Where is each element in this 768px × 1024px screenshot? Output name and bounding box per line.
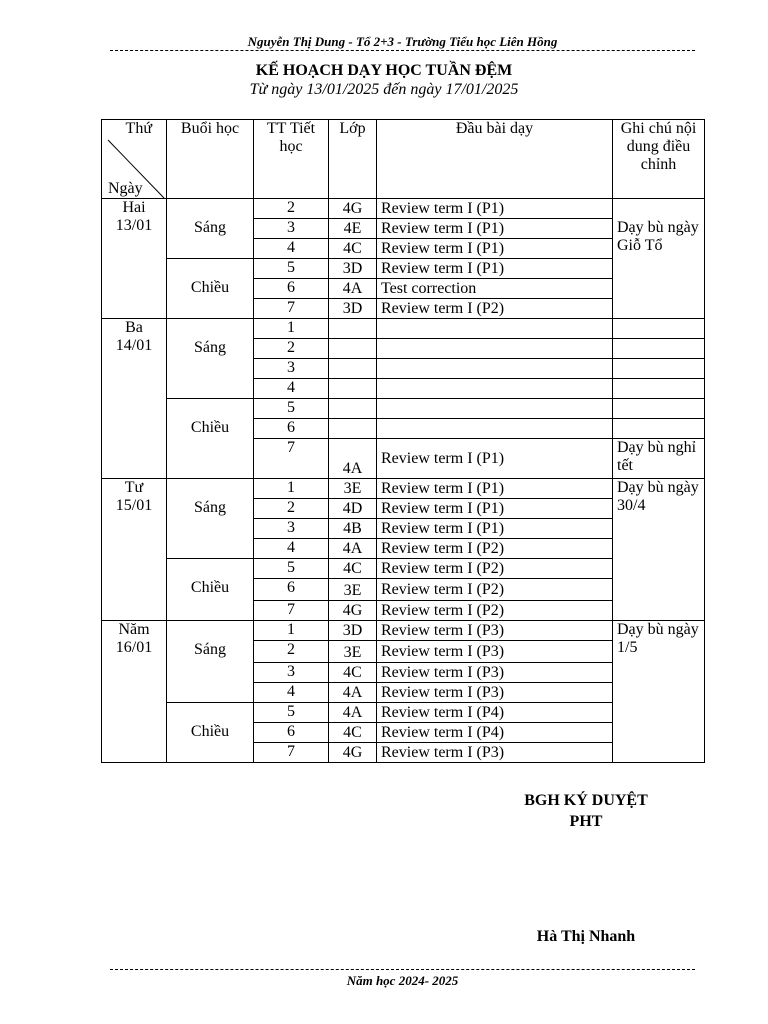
- day-cell: Ba 14/01: [102, 319, 167, 479]
- table-row: [102, 199, 705, 219]
- lesson-cell: Review term I (P3): [377, 683, 613, 703]
- lesson-cell: Review term I (P1): [377, 439, 613, 479]
- period-number: 6: [254, 419, 329, 439]
- note-cell: [613, 419, 705, 439]
- class-cell: 3D: [329, 299, 377, 319]
- session-cell: Sáng: [167, 319, 254, 399]
- class-cell: 3E: [329, 641, 377, 663]
- period-number: 7: [254, 439, 329, 479]
- class-cell: [329, 359, 377, 379]
- session-cell: Sáng: [167, 479, 254, 559]
- note-cell: [613, 339, 705, 359]
- lesson-cell: Review term I (P2): [377, 539, 613, 559]
- table-row: [102, 399, 705, 419]
- note-cell: [613, 359, 705, 379]
- table-row: [102, 319, 705, 339]
- class-cell: 3E: [329, 479, 377, 499]
- header-class: Lớp: [329, 120, 377, 199]
- class-cell: 4D: [329, 499, 377, 519]
- approval-title: BGH KÝ DUYỆT: [524, 792, 648, 809]
- lesson-cell: Review term I (P3): [377, 743, 613, 763]
- period-number: 2: [254, 339, 329, 359]
- lesson-cell: [377, 379, 613, 399]
- table-row: [102, 479, 705, 499]
- class-cell: [329, 399, 377, 419]
- lesson-cell: Review term I (P2): [377, 579, 613, 601]
- note-cell: [613, 319, 705, 339]
- schedule-body: [102, 199, 705, 763]
- lesson-cell: Review term I (P1): [377, 219, 613, 239]
- period-number: 3: [254, 219, 329, 239]
- class-cell: [329, 419, 377, 439]
- class-cell: 4E: [329, 219, 377, 239]
- schedule-table: [101, 119, 705, 763]
- page-header: Nguyễn Thị Dung - Tổ 2+3 - Trường Tiểu học Liên Hồng: [247, 34, 558, 49]
- header-thu: Thứ: [125, 120, 152, 137]
- day-cell: Hai 13/01: [102, 199, 167, 319]
- lesson-cell: Review term I (P3): [377, 663, 613, 683]
- period-number: 3: [254, 663, 329, 683]
- period-number: 6: [254, 579, 329, 601]
- approval-role: PHT: [569, 813, 603, 830]
- lesson-cell: [377, 359, 613, 379]
- period-number: 5: [254, 399, 329, 419]
- class-cell: 4C: [329, 663, 377, 683]
- class-cell: 4G: [329, 601, 377, 621]
- period-number: 1: [254, 621, 329, 641]
- period-number: 1: [254, 479, 329, 499]
- session-cell: Chiều: [167, 259, 254, 319]
- note-cell: [613, 379, 705, 399]
- lesson-cell: Review term I (P2): [377, 559, 613, 579]
- class-cell: 4B: [329, 519, 377, 539]
- period-number: 6: [254, 279, 329, 299]
- day-cell: Tư 15/01: [102, 479, 167, 621]
- period-number: 1: [254, 319, 329, 339]
- session-cell: Sáng: [167, 199, 254, 259]
- session-cell: Sáng: [167, 621, 254, 703]
- lesson-cell: Review term I (P4): [377, 723, 613, 743]
- table-header-row: [102, 120, 705, 199]
- period-number: 7: [254, 743, 329, 763]
- lesson-cell: Review term I (P1): [377, 499, 613, 519]
- header-day-date: [102, 120, 167, 199]
- document-subtitle: Từ ngày 13/01/2025 đến ngày 17/01/2025: [249, 81, 519, 98]
- class-cell: 3D: [329, 621, 377, 641]
- class-cell: 4G: [329, 199, 377, 219]
- period-number: 2: [254, 641, 329, 663]
- class-cell: 4C: [329, 559, 377, 579]
- period-number: 6: [254, 723, 329, 743]
- session-cell: Chiều: [167, 703, 254, 763]
- class-cell: 4A: [329, 279, 377, 299]
- class-cell: 4A: [329, 539, 377, 559]
- lesson-cell: Review term I (P1): [377, 479, 613, 499]
- period-number: 4: [254, 539, 329, 559]
- day-cell: Năm 16/01: [102, 621, 167, 763]
- header-ngay: Ngày: [108, 180, 143, 197]
- session-cell: Chiều: [167, 559, 254, 621]
- approval-block: [486, 790, 686, 832]
- lesson-cell: Review term I (P4): [377, 703, 613, 723]
- period-number: 3: [254, 519, 329, 539]
- class-cell: 4A: [329, 439, 377, 479]
- lesson-cell: Review term I (P1): [377, 239, 613, 259]
- period-number: 2: [254, 199, 329, 219]
- class-cell: 3E: [329, 579, 377, 601]
- class-cell: 4C: [329, 239, 377, 259]
- header-session: Buổi học: [167, 120, 254, 199]
- lesson-cell: Review term I (P1): [377, 519, 613, 539]
- class-cell: 4G: [329, 743, 377, 763]
- approver-name: Hà Thị Nhanh: [536, 928, 636, 945]
- lesson-cell: [377, 339, 613, 359]
- lesson-cell: Test correction: [377, 279, 613, 299]
- class-cell: [329, 339, 377, 359]
- note-cell: Dạy bù ngày 30/4: [613, 479, 705, 621]
- footer-divider: [110, 969, 695, 970]
- document-title: KẾ HOẠCH DẠY HỌC TUẦN ĐỆM: [255, 62, 513, 79]
- period-number: 5: [254, 559, 329, 579]
- period-number: 5: [254, 703, 329, 723]
- header-divider: [110, 50, 695, 51]
- lesson-cell: Review term I (P1): [377, 199, 613, 219]
- period-number: 4: [254, 683, 329, 703]
- period-number: 7: [254, 601, 329, 621]
- class-cell: 4A: [329, 683, 377, 703]
- period-number: 5: [254, 259, 329, 279]
- class-cell: [329, 379, 377, 399]
- session-cell: Chiều: [167, 399, 254, 479]
- period-number: 4: [254, 239, 329, 259]
- note-cell: Dạy bù ngày Giỗ Tổ: [613, 199, 705, 319]
- lesson-cell: Review term I (P3): [377, 641, 613, 663]
- note-cell: Dạy bù ngày 1/5: [613, 621, 705, 763]
- header-period-no: TT Tiết học: [254, 120, 329, 199]
- lesson-cell: Review term I (P3): [377, 621, 613, 641]
- lesson-cell: [377, 319, 613, 339]
- class-cell: 4C: [329, 723, 377, 743]
- lesson-cell: Review term I (P2): [377, 299, 613, 319]
- table-row: [102, 621, 705, 641]
- lesson-cell: Review term I (P2): [377, 601, 613, 621]
- class-cell: 4A: [329, 703, 377, 723]
- header-lesson-title: Đầu bài dạy: [377, 120, 613, 199]
- lesson-cell: [377, 399, 613, 419]
- lesson-cell: [377, 419, 613, 439]
- note-cell: Dạy bù nghỉ tết: [613, 439, 705, 479]
- note-cell: [613, 399, 705, 419]
- page-footer: Năm học 2024- 2025: [346, 973, 459, 988]
- period-number: 3: [254, 359, 329, 379]
- period-number: 4: [254, 379, 329, 399]
- class-cell: 3D: [329, 259, 377, 279]
- class-cell: [329, 319, 377, 339]
- period-number: 7: [254, 299, 329, 319]
- lesson-cell: Review term I (P1): [377, 259, 613, 279]
- header-notes: Ghi chú nội dung điều chỉnh: [613, 120, 705, 199]
- period-number: 2: [254, 499, 329, 519]
